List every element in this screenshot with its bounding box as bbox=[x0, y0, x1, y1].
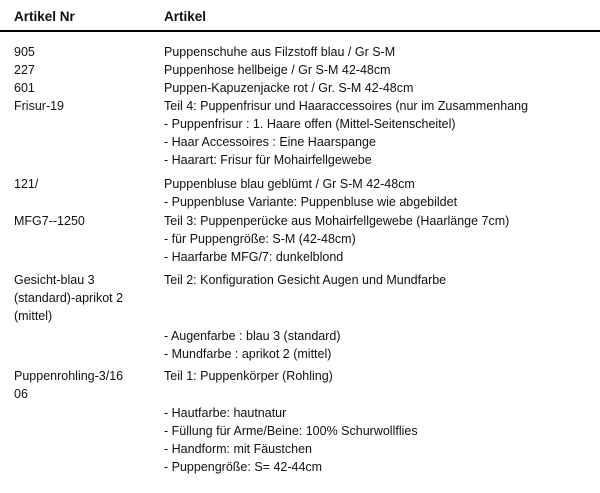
article-detail: - Augenfarbe : blau 3 (standard) bbox=[164, 329, 341, 343]
article-number: Gesicht-blau 3 bbox=[14, 273, 95, 287]
article-number: MFG7--1250 bbox=[14, 214, 85, 228]
article-detail: - Füllung für Arme/Beine: 100% Schurwollflies bbox=[164, 424, 418, 438]
article-detail: - für Puppengröße: S-M (42-48cm) bbox=[164, 232, 356, 246]
article-number: 227 bbox=[14, 63, 35, 77]
article-number: (standard)-aprikot 2 bbox=[14, 291, 124, 305]
table-header bbox=[0, 0, 600, 30]
article-number: 121/ bbox=[14, 177, 39, 191]
article-detail: - Handform: mit Fäustchen bbox=[164, 442, 312, 456]
article-description: Puppenbluse blau geblümt / Gr S-M 42-48cm bbox=[164, 177, 415, 191]
article-description: Teil 1: Puppenkörper (Rohling) bbox=[164, 369, 333, 383]
article-detail: - Hautfarbe: hautnatur bbox=[164, 406, 287, 420]
article-detail: - Haarfarbe MFG/7: dunkelblond bbox=[164, 250, 344, 264]
header-divider bbox=[0, 30, 600, 32]
article-description: Teil 2: Konfiguration Gesicht Augen und Mundfarbe bbox=[164, 273, 447, 287]
article-number: 601 bbox=[14, 81, 35, 95]
article-detail: - Puppenfrisur : 1. Haare offen (Mittel-Seitenscheitel) bbox=[164, 117, 456, 131]
article-detail: - Haarart: Frisur für Mohairfellgewebe bbox=[164, 153, 372, 167]
article-number: (mittel) bbox=[14, 309, 53, 323]
article-detail: - Mundfarbe : aprikot 2 (mittel) bbox=[164, 347, 332, 361]
column-header-article: Artikel bbox=[164, 9, 207, 24]
article-description: Puppen-Kapuzenjacke rot / Gr. S-M 42-48cm bbox=[164, 81, 414, 95]
article-description: Teil 4: Puppenfrisur und Haaraccessoires (nur im Zusammenhang bbox=[164, 99, 529, 113]
column-header-article-number: Artikel Nr bbox=[14, 9, 75, 24]
article-description: Puppenhose hellbeige / Gr S-M 42-48cm bbox=[164, 63, 391, 77]
article-description: Teil 3: Puppenperücke aus Mohairfellgewebe (Haarlänge 7cm) bbox=[164, 214, 510, 228]
article-description: Puppenschuhe aus Filzstoff blau / Gr S-M bbox=[164, 45, 396, 59]
article-number: 06 bbox=[14, 387, 28, 401]
article-detail: - Puppengröße: S= 42-44cm bbox=[164, 460, 323, 474]
article-detail: - Puppenbluse Variante: Puppenbluse wie abgebildet bbox=[164, 195, 458, 209]
article-number: 905 bbox=[14, 45, 35, 59]
article-detail: - Haar Accessoires : Eine Haarspange bbox=[164, 135, 376, 149]
article-number: Puppenrohling-3/16 bbox=[14, 369, 124, 383]
article-number: Frisur-19 bbox=[14, 99, 65, 113]
